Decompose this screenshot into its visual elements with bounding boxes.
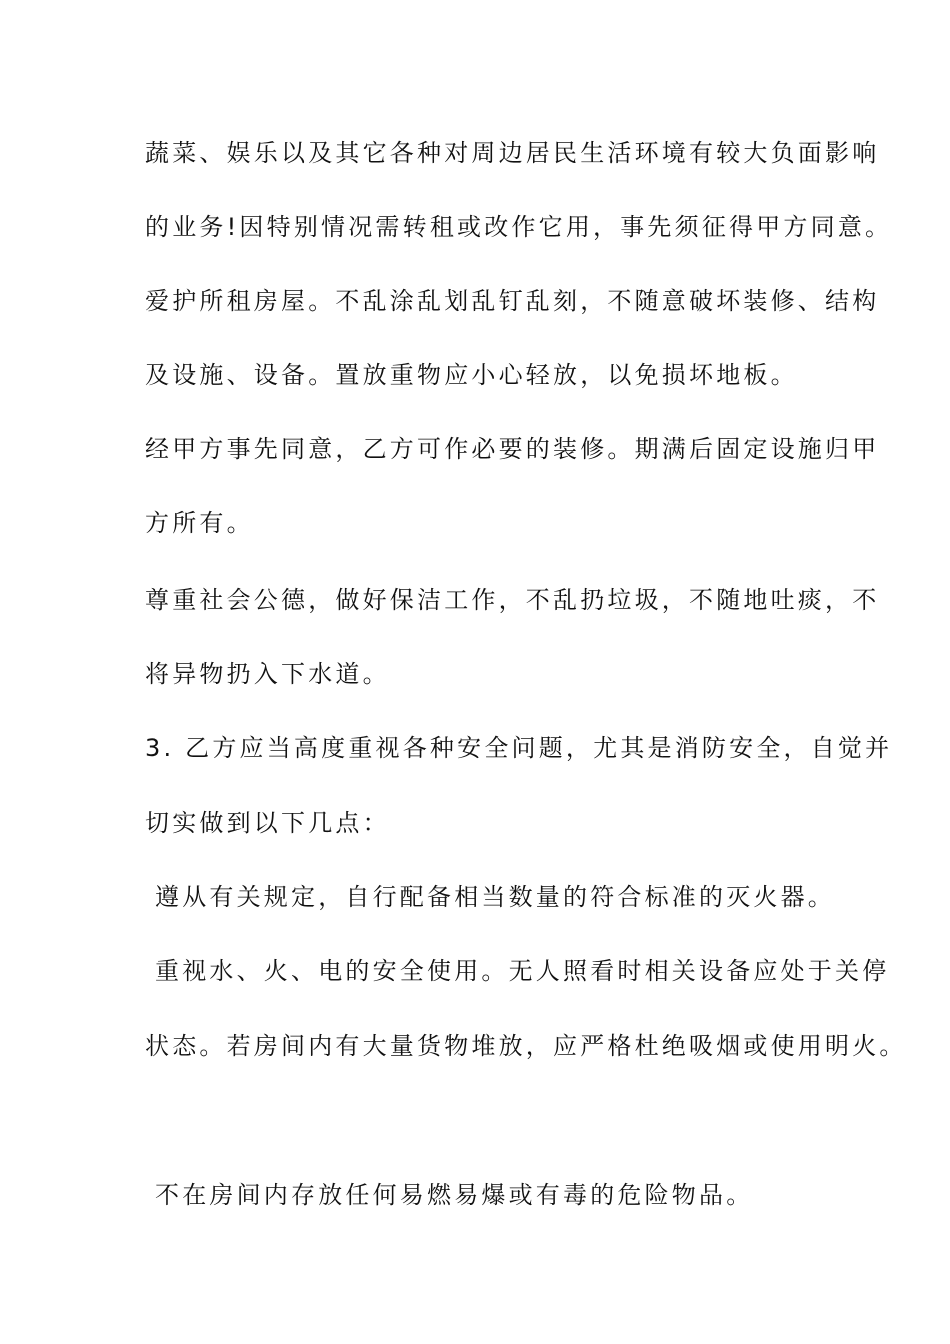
text-line: 方所有。 xyxy=(145,509,254,537)
text-line: 切实做到以下几点： xyxy=(145,809,390,837)
text-line: 及设施、设备。置放重物应小心轻放，以免损坏地板。 xyxy=(145,361,798,389)
text-line: 不在房间内存放任何易燃易爆或有毒的危险物品。 xyxy=(155,1181,754,1209)
text-line: 蔬菜、娱乐以及其它各种对周边居民生活环境有较大负面影响 xyxy=(145,139,880,167)
text-line: 经甲方事先同意，乙方可作必要的装修。期满后固定设施归甲 xyxy=(145,435,880,463)
text-line: 的业务!因特别情况需转租或改作它用，事先须征得甲方同意。 xyxy=(145,213,893,241)
text-line: 状态。若房间内有大量货物堆放，应严格杜绝吸烟或使用明火。 xyxy=(145,1032,907,1060)
text-line: 重视水、火、电的安全使用。无人照看时相关设备应处于关停 xyxy=(155,957,890,985)
text-line: 3. 乙方应当高度重视各种安全问题，尤其是消防安全，自觉并 xyxy=(145,734,893,762)
text-line: 将异物扔入下水道。 xyxy=(145,660,390,688)
text-line: 尊重社会公德，做好保洁工作，不乱扔垃圾，不随地吐痰，不 xyxy=(145,586,880,614)
text-line: 遵从有关规定，自行配备相当数量的符合标准的灭火器。 xyxy=(155,883,835,911)
text-line: 爱护所租房屋。不乱涂乱划乱钉乱刻，不随意破坏装修、结构 xyxy=(145,287,880,315)
